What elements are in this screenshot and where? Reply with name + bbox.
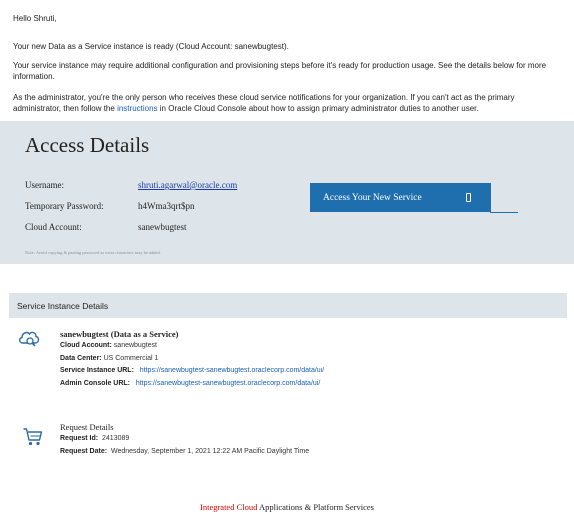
footer-brand: Integrated Cloud [200, 502, 258, 512]
access-details-title: Access Details [25, 133, 150, 157]
admin-console-url-label: Admin Console URL: [60, 380, 130, 387]
intro-paragraph-2-line-1: Your service instance may require additional configuration and provisioning steps before it's ready for production usage. See the details below for more [13, 61, 547, 70]
access-your-new-service-button[interactable] [310, 183, 491, 212]
request-date-row [60, 448, 309, 455]
intro-paragraph-3-line-2 [13, 103, 573, 114]
footer [0, 502, 574, 512]
access-button-underline [490, 212, 518, 213]
password-note: Note: Avoid copying & pasting password as extra characters may be added. [25, 250, 161, 255]
data-center-label: Data Center: [60, 355, 102, 362]
request-details-title: Request Details [60, 422, 114, 432]
data-center-value: US Commercial 1 [103, 355, 159, 362]
service-instance-title: sanewbugtest (Data as a Service) [60, 329, 179, 339]
intro-paragraph-2 [13, 60, 573, 82]
footer-text: Applications & Platform Services [259, 502, 374, 512]
service-cloud-account-row [60, 342, 157, 349]
cloud-account-label: Cloud Account: [25, 222, 82, 232]
intro-paragraph-1: Your new Data as a Service instance is ready (Cloud Account: sanewbugtest). [13, 42, 289, 51]
data-center-row [60, 355, 158, 362]
request-id-row [60, 435, 129, 442]
instructions-link[interactable]: instructions [117, 104, 158, 113]
service-instance-url-link[interactable]: https://sanewbugtest-sanewbugtest.oraclecorp.com/data/ui/ [139, 367, 325, 374]
service-cloud-account-label: Cloud Account: [60, 342, 112, 349]
request-id-value: 2413089 [102, 435, 130, 442]
service-cloud-account-value: sanewbugtest [113, 342, 157, 349]
username-label: Username: [25, 180, 64, 190]
request-date-value: Wednesday, September 1, 2021 12:22 AM Pacific Daylight Time [110, 448, 310, 455]
service-instance-details-header [9, 293, 567, 318]
external-link-icon [466, 193, 471, 202]
username-value[interactable]: shruti.agarwal@oracle.com [138, 180, 238, 190]
request-date-label: Request Date: [60, 448, 108, 455]
service-instance-url-label: Service Instance URL: [60, 367, 134, 374]
greeting: Hello Shruti, [13, 14, 57, 23]
intro-paragraph-2-line-2: information. [13, 72, 55, 81]
access-button-label: Access Your New Service [323, 192, 422, 203]
service-instance-details-title: Service Instance Details [17, 300, 109, 311]
intro-paragraph-3-text-before: administrator, then follow the [13, 104, 115, 113]
request-id-label: Request Id: [60, 435, 99, 442]
temporary-password-label: Temporary Password: [25, 201, 104, 211]
shopping-cart-icon [22, 427, 44, 447]
admin-console-url-link[interactable]: https://sanewbugtest-sanewbugtest.oraclecorp.com/data/ui/ [135, 380, 321, 387]
admin-console-url-row [60, 380, 320, 387]
cloud-search-icon [17, 327, 41, 349]
intro-paragraph-3-text-after: in Oracle Cloud Console about how to assign primary administrator duties to another user. [159, 104, 479, 113]
service-instance-url-row [60, 367, 380, 374]
intro-paragraph-3 [13, 92, 573, 114]
temporary-password-value: h4Wma3qrt$pn [138, 201, 195, 211]
intro-paragraph-3-line-1: As the administrator, you're the only person who receives these cloud service notifications for your organization. If you can't act as the primary [13, 93, 515, 102]
cloud-account-value: sanewbugtest [138, 222, 187, 232]
